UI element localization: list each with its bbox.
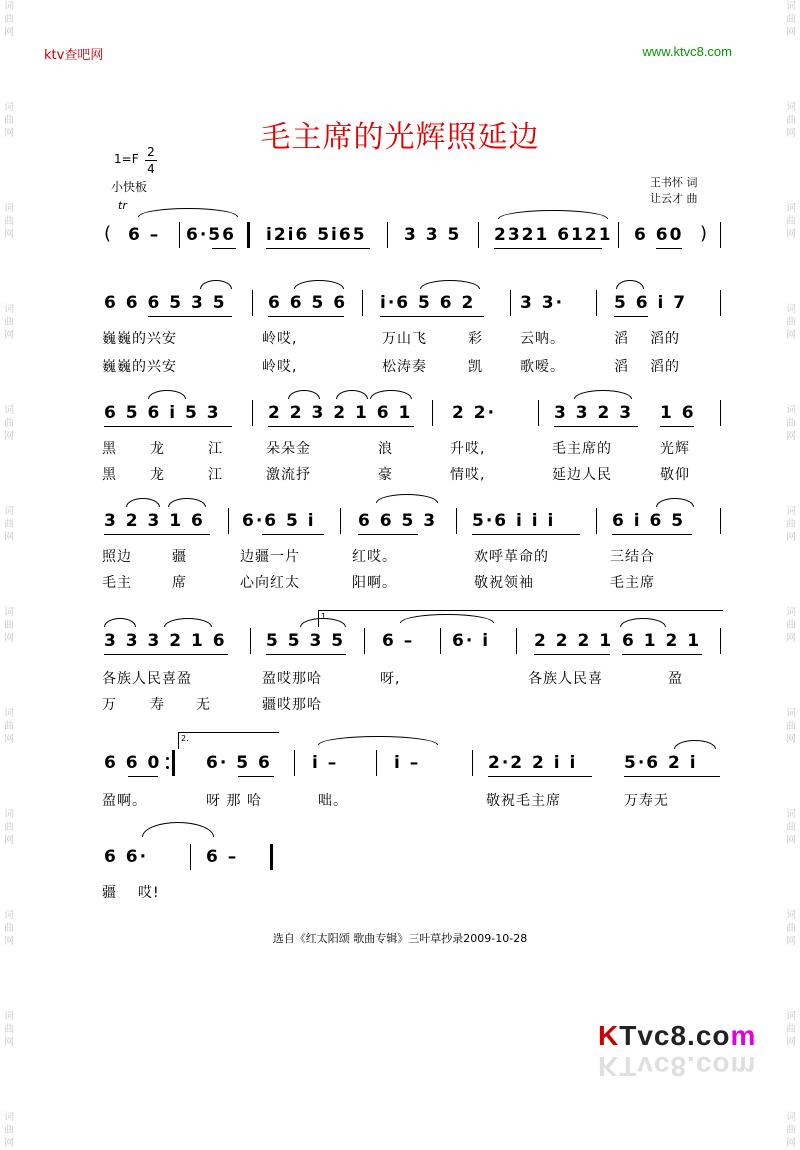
notation-measure: 1 6 bbox=[660, 403, 696, 423]
lyric-verse2: 情哎, bbox=[450, 467, 486, 483]
time-signature-top: 2 bbox=[147, 145, 155, 159]
lyric-verse1: 照边 bbox=[102, 549, 132, 565]
lyric-verse1: 三结合 bbox=[610, 549, 655, 565]
lyric-verse2: 凯 bbox=[468, 359, 483, 375]
bar-line bbox=[720, 222, 721, 248]
bar-line bbox=[252, 290, 253, 316]
notation-measure: 6·56 bbox=[186, 225, 236, 245]
lyric-verse1: 龙 bbox=[150, 441, 165, 457]
bar-line bbox=[247, 222, 250, 248]
slur-mark bbox=[200, 280, 232, 289]
watermark-glyph: 词 曲 网 bbox=[786, 1011, 796, 1048]
beam-underline bbox=[612, 534, 692, 535]
notation-measure: 5·6 2 i bbox=[624, 753, 698, 773]
lyric-verse1: 滔 bbox=[614, 331, 629, 347]
lyric-verse1: 各族人民喜盈 bbox=[102, 671, 192, 687]
lyric-verse2: 席 bbox=[172, 575, 187, 591]
bar-line bbox=[376, 750, 377, 776]
lyric-verse1: 江 bbox=[208, 441, 223, 457]
watermark-glyph: 词 曲 网 bbox=[4, 102, 14, 139]
bar-line bbox=[510, 290, 511, 316]
notation-measure: 6 60 bbox=[634, 225, 684, 245]
notation-measure: i2i6 5i65 bbox=[266, 225, 367, 245]
lyric-verse1: 呀, bbox=[380, 671, 401, 687]
lyric-verse1: 光辉 bbox=[660, 441, 690, 457]
slur-mark bbox=[656, 498, 694, 507]
lyric-verse1: 各族人民喜 bbox=[528, 671, 603, 687]
tempo-marking: 小快板 bbox=[111, 180, 148, 194]
notation-measure: 6 i 6 5 bbox=[612, 511, 686, 531]
notation-measure: 6·6 5 i bbox=[242, 511, 316, 531]
bar-line bbox=[596, 290, 597, 316]
lyric-verse1: 岭哎, bbox=[262, 331, 298, 347]
lyric-verse2: 豪 bbox=[378, 467, 393, 483]
bar-line bbox=[432, 400, 433, 426]
bar-line bbox=[720, 290, 721, 316]
lyric-verse2: 万 bbox=[102, 697, 117, 713]
watermark-glyph: 词 曲 网 bbox=[4, 708, 14, 745]
notation-measure: 2321 6121 bbox=[494, 225, 613, 245]
song-title: 毛主席的光辉照延边 bbox=[260, 120, 540, 155]
lyric-verse1: 敬祝毛主席 bbox=[486, 793, 561, 809]
slur-mark bbox=[498, 210, 608, 219]
notation-measure: 3 2 3 1 6 bbox=[104, 511, 205, 531]
slur-mark bbox=[376, 494, 438, 503]
watermark-glyph: 词 曲 网 bbox=[786, 1112, 796, 1149]
bar-line bbox=[538, 400, 539, 426]
notation-measure: 2 2 2 1 bbox=[534, 631, 614, 651]
lyric-verse2: 龙 bbox=[150, 467, 165, 483]
bar-line bbox=[387, 222, 388, 248]
notation-measure: 6 6 0 bbox=[104, 753, 162, 773]
slur-mark bbox=[168, 498, 206, 507]
watermark-glyph: 词 曲 网 bbox=[786, 1, 796, 38]
lyricist-credit: 王书怀 词 bbox=[650, 176, 698, 189]
bar-line bbox=[720, 508, 721, 534]
notation-measure: 3 3· bbox=[520, 293, 565, 313]
watermark-glyph: 词 曲 网 bbox=[4, 607, 14, 644]
lyric-verse1: 呀 那 哈 bbox=[206, 793, 262, 809]
time-signature bbox=[145, 144, 157, 177]
bar-line bbox=[596, 508, 597, 534]
watermark-glyph: 词 曲 网 bbox=[4, 910, 14, 947]
slur-mark bbox=[616, 280, 644, 289]
volta-2-label: 2. bbox=[181, 734, 189, 743]
bar-line bbox=[362, 290, 363, 316]
lyric-verse2: 歌嗳。 bbox=[520, 359, 565, 375]
lyric-verse2: 黑 bbox=[102, 467, 117, 483]
intro-paren-close: ) bbox=[700, 223, 708, 244]
beam-underline bbox=[238, 776, 274, 777]
beam-underline bbox=[104, 534, 210, 535]
bar-line bbox=[618, 222, 619, 248]
bar-line bbox=[294, 750, 295, 776]
beam-underline bbox=[472, 534, 580, 535]
beam-underline bbox=[622, 654, 702, 655]
lyric-verse1: 疆 bbox=[172, 549, 187, 565]
watermark-glyph: 词 曲 网 bbox=[4, 506, 14, 543]
beam-underline bbox=[262, 534, 324, 535]
lyric-verse1: 哎! bbox=[138, 885, 160, 901]
watermark-glyph: 词 曲 网 bbox=[786, 102, 796, 139]
lyric-verse2: 江 bbox=[208, 467, 223, 483]
composer-credit: 让云才 曲 bbox=[650, 192, 698, 205]
bar-line bbox=[472, 750, 473, 776]
lyric-verse2: 无 bbox=[196, 697, 211, 713]
beam-underline bbox=[494, 248, 602, 249]
bar-line bbox=[340, 508, 341, 534]
watermark-glyph: 词 曲 网 bbox=[4, 1112, 14, 1149]
lyric-verse2: 延边人民 bbox=[552, 467, 612, 483]
lyric-verse1: 咄。 bbox=[318, 793, 348, 809]
notation-measure: 2·2 2 i i bbox=[488, 753, 578, 773]
slur-mark bbox=[126, 498, 160, 507]
lyric-verse1: 朵朵金 bbox=[266, 441, 311, 457]
key-signature: 1=F bbox=[114, 152, 139, 166]
slur-mark bbox=[674, 740, 716, 749]
notation-measure: 6 6 5 3 bbox=[358, 511, 438, 531]
lyric-verse1: 欢呼革命的 bbox=[474, 549, 549, 565]
notation-measure: 3 3 3 2 1 6 bbox=[104, 631, 227, 651]
volta-bracket-2 bbox=[178, 732, 279, 749]
lyric-verse2: 激流抒 bbox=[266, 467, 311, 483]
lyric-verse1: 毛主席的 bbox=[552, 441, 612, 457]
bar-line bbox=[516, 628, 517, 654]
beam-underline bbox=[614, 316, 648, 317]
lyric-verse1: 黑 bbox=[102, 441, 117, 457]
watermark-glyph: 词 曲 网 bbox=[786, 910, 796, 947]
bar-line bbox=[456, 508, 457, 534]
beam-underline bbox=[380, 316, 484, 317]
watermark-glyph: 词 曲 网 bbox=[786, 506, 796, 543]
watermark-glyph: 词 曲 网 bbox=[786, 405, 796, 442]
beam-underline bbox=[660, 426, 694, 427]
bar-line bbox=[250, 628, 251, 654]
watermark-glyph: 词 曲 网 bbox=[4, 1, 14, 38]
bar-line bbox=[190, 844, 191, 870]
slur-mark bbox=[294, 280, 344, 289]
watermark-glyph: 词 曲 网 bbox=[4, 1011, 14, 1048]
lyric-verse2: 滔 bbox=[614, 359, 629, 375]
notation-measure: 6 1 2 1 bbox=[622, 631, 702, 651]
beam-underline bbox=[656, 248, 682, 249]
beam-underline bbox=[104, 654, 228, 655]
lyric-verse1: 边疆一片 bbox=[240, 549, 300, 565]
lyric-verse2: 敬祝领袖 bbox=[474, 575, 534, 591]
lyric-verse1: 盈啊。 bbox=[102, 793, 147, 809]
lyric-verse2: 松涛奏 bbox=[382, 359, 427, 375]
watermark-glyph: 词 曲 网 bbox=[786, 304, 796, 341]
beam-underline bbox=[104, 426, 232, 427]
notation-measure: 6· 5 6 bbox=[206, 753, 272, 773]
lyric-verse2: 阳啊。 bbox=[352, 575, 397, 591]
beam-underline bbox=[212, 248, 236, 249]
watermark-glyph: 词 曲 网 bbox=[786, 809, 796, 846]
notation-measure: i – bbox=[394, 753, 421, 773]
logo-letter-m: m bbox=[730, 1020, 757, 1051]
notation-measure: 6 – bbox=[206, 847, 239, 867]
logo-reflection: KTvc8.com bbox=[598, 1051, 757, 1082]
credits bbox=[650, 175, 698, 207]
beam-underline bbox=[534, 654, 610, 655]
lyric-verse1: 万寿无 bbox=[624, 793, 669, 809]
lyric-verse1: 浪 bbox=[378, 441, 393, 457]
slur-mark bbox=[336, 390, 368, 399]
beam-underline bbox=[268, 426, 414, 427]
beam-underline bbox=[554, 426, 638, 427]
lyric-verse1: 云呐。 bbox=[520, 331, 565, 347]
site-url-right[interactable]: www.ktvc8.com bbox=[642, 44, 732, 59]
slur-mark bbox=[138, 208, 238, 217]
volta-1-label: 1. bbox=[321, 612, 329, 621]
notation-measure: i – bbox=[312, 753, 339, 773]
notation-measure: i·6 5 6 2 bbox=[380, 293, 476, 313]
intro-paren-open: ( bbox=[104, 223, 112, 244]
beam-underline bbox=[488, 776, 592, 777]
slur-mark bbox=[420, 280, 480, 289]
bar-line bbox=[720, 628, 721, 654]
slur-mark bbox=[104, 618, 136, 627]
lyric-verse1: 盈 bbox=[668, 671, 683, 687]
slur-mark bbox=[142, 822, 214, 837]
notation-measure: 6 – bbox=[128, 225, 161, 245]
notation-measure: 2 2· bbox=[452, 403, 497, 423]
bar-line bbox=[252, 400, 253, 426]
watermark-glyph: 词 曲 网 bbox=[786, 203, 796, 240]
lyric-verse2: 敬仰 bbox=[660, 467, 690, 483]
repeat-end-bar bbox=[172, 750, 175, 776]
beam-underline bbox=[358, 534, 418, 535]
notation-measure: 5·6 i i i bbox=[472, 511, 556, 531]
slur-mark bbox=[288, 390, 320, 399]
notation-measure: 6 – bbox=[382, 631, 415, 651]
lyric-verse2: 疆哎那哈 bbox=[262, 697, 322, 713]
time-signature-bottom: 4 bbox=[147, 162, 155, 176]
notation-measure: 6 5 6 i 5 3 bbox=[104, 403, 221, 423]
notation-measure: 5 5 3 5 bbox=[266, 631, 346, 651]
watermark-glyph: 词 曲 网 bbox=[4, 405, 14, 442]
lyric-verse2: 毛主 bbox=[102, 575, 132, 591]
notation-measure: 3 3 2 3 bbox=[554, 403, 634, 423]
lyric-verse2: 寿 bbox=[150, 697, 165, 713]
slur-mark bbox=[148, 390, 186, 399]
bar-line bbox=[364, 628, 365, 654]
notation-measure: 3 3 5 bbox=[404, 225, 462, 245]
lyric-verse1: 万山飞 bbox=[382, 331, 427, 347]
bar-line bbox=[478, 222, 479, 248]
lyric-verse2: 毛主席 bbox=[610, 575, 655, 591]
notation-measure: 6 6 6 5 3 5 bbox=[104, 293, 227, 313]
watermark-glyph: 词 曲 网 bbox=[4, 203, 14, 240]
bar-line bbox=[228, 508, 229, 534]
slur-mark bbox=[574, 390, 632, 399]
slur-mark bbox=[318, 736, 438, 745]
notation-measure: 5 6 i 7 bbox=[614, 293, 688, 313]
site-brand-left[interactable]: ktv查吧网 bbox=[44, 48, 104, 63]
lyric-verse1: 升哎, bbox=[450, 441, 486, 457]
lyric-verse1: 彩 bbox=[468, 331, 483, 347]
notation-measure: 6 6· bbox=[104, 847, 149, 867]
lyric-verse1: 盈哎那哈 bbox=[262, 671, 322, 687]
lyric-verse2: 心向红太 bbox=[240, 575, 300, 591]
notation-measure: 6 6 5 6 bbox=[268, 293, 348, 313]
watermark-glyph: 词 曲 网 bbox=[4, 304, 14, 341]
ornament-mark: tr bbox=[118, 199, 127, 212]
repeat-dot bbox=[166, 766, 169, 769]
watermark-glyph: 词 曲 网 bbox=[786, 708, 796, 745]
bar-line bbox=[179, 222, 180, 248]
lyric-verse2: 岭哎, bbox=[262, 359, 298, 375]
watermark-glyph: 词 曲 网 bbox=[786, 607, 796, 644]
beam-underline bbox=[266, 248, 370, 249]
site-logo[interactable] bbox=[598, 1020, 756, 1052]
lyric-verse1: 巍巍的兴安 bbox=[102, 331, 177, 347]
lyric-verse2: 巍巍的兴安 bbox=[102, 359, 177, 375]
lyric-verse1: 滔的 bbox=[650, 331, 680, 347]
lyric-verse1: 红哎。 bbox=[352, 549, 397, 565]
bar-line bbox=[440, 628, 441, 654]
beam-underline bbox=[268, 316, 344, 317]
watermark-glyph: 词 曲 网 bbox=[4, 809, 14, 846]
beam-underline bbox=[266, 654, 346, 655]
lyric-verse2: 滔的 bbox=[650, 359, 680, 375]
logo-letter-k: K bbox=[598, 1020, 620, 1051]
final-bar bbox=[270, 844, 273, 870]
logo-middle: Tvc8.co bbox=[619, 1020, 731, 1051]
lyric-verse1: 疆 bbox=[102, 885, 117, 901]
repeat-dot bbox=[166, 757, 169, 760]
beam-underline bbox=[128, 776, 158, 777]
beam-underline bbox=[624, 776, 720, 777]
source-note: 选自《红太阳颂 歌曲专辑》三叶草抄录2009-10-28 bbox=[272, 932, 528, 945]
slur-mark bbox=[164, 618, 212, 627]
notation-measure: 6· i bbox=[452, 631, 491, 651]
slur-mark bbox=[370, 390, 412, 399]
notation-measure: 2 2 3 2 1 6 1 bbox=[268, 403, 413, 423]
bar-line bbox=[720, 400, 721, 426]
beam-underline bbox=[148, 316, 232, 317]
